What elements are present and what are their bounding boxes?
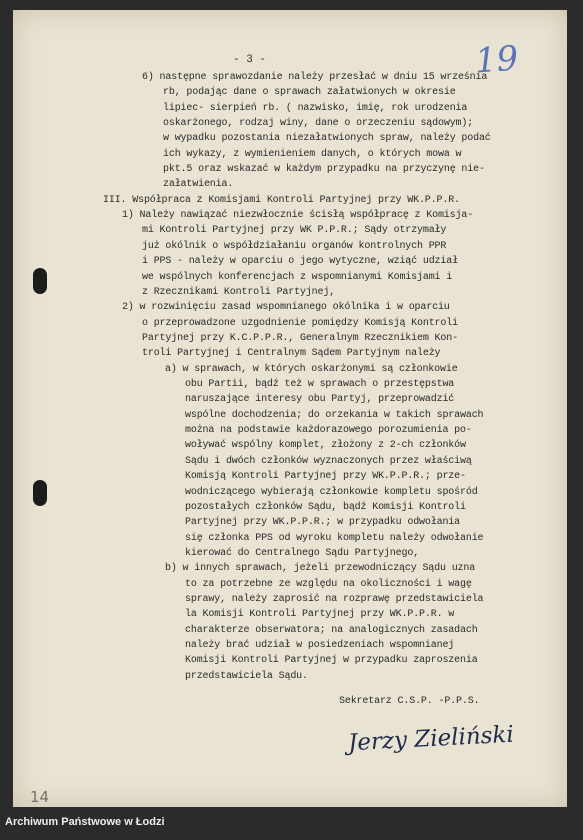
- text-line: Partyjnej przy WK.P.P.R.; w przypadku odwołania: [185, 517, 460, 528]
- section-heading: III. Współpraca z Komisjami Kontroli Partyjnej przy WK.P.P.R.: [103, 195, 460, 206]
- punch-hole-bottom: [33, 480, 47, 506]
- text-line: w wypadku pozostania niezałatwionych spraw, należy podać: [163, 133, 491, 144]
- text-line: ich wykazy, z wymienieniem danych, o których mowa w: [163, 149, 462, 160]
- punch-hole-top: [33, 268, 47, 294]
- text-line: kierować do Centralnego Sądu Partyjnego,: [185, 548, 420, 559]
- text-line: 2) w rozwinięciu zasad wspomnianego okólnika i w oparciu: [122, 302, 450, 313]
- text-line: charakterze obserwatora; na analogicznych zasadach: [185, 625, 478, 636]
- text-line: Komisją Kontroli Partyjnej przy WK.P.P.R.; prze-: [185, 471, 466, 482]
- handwritten-folio-number: 19: [473, 38, 520, 82]
- text-line: o przeprowadzone uzgodnienie pomiędzy Komisją Kontroli: [142, 318, 458, 329]
- text-line: Partyjnej przy K.C.P.P.R., Generalnym Rzecznikiem Kon-: [142, 333, 458, 344]
- text-line: pkt.5 oraz wskazać w każdym przypadku na przyczynę nie-: [163, 164, 485, 175]
- text-line: lipiec- sierpień rb. ( nazwisko, imię, rok urodzenia: [163, 103, 468, 114]
- archive-footer-label: Archiwum Państwowe w Łodzi: [5, 816, 165, 828]
- text-line: należy brać udział w posiedzeniach wspomnianej: [185, 640, 455, 651]
- text-line: Sądu i dwóch członków wyznaczonych przez właściwą: [185, 456, 472, 467]
- text-line: b) w innych sprawach, jeżeli przewodniczący Sądu uzna: [165, 563, 476, 574]
- text-line: sprawy, należy zaprosić na rozprawę przedstawiciela: [185, 594, 484, 605]
- text-line: 6) następne sprawozdanie należy przesłać w dniu 15 września: [142, 72, 488, 83]
- text-line: można na podstawie każdorazowego porozumienia po-: [185, 425, 472, 436]
- text-line: już okólnik o współdziałaniu organów kontrolnych PPR: [142, 241, 447, 252]
- text-line: załatwienia.: [163, 179, 234, 190]
- text-line: się członka PPS od wyroku kompletu należy odwołanie: [185, 533, 484, 544]
- text-line: wodniczącego wybierają członkowie kompletu spośród: [185, 487, 478, 498]
- document-page: [13, 10, 567, 807]
- text-line: obu Partii, bądź też w sprawach o przestępstwa: [185, 379, 455, 390]
- page-number: - 3 -: [233, 54, 267, 66]
- text-line: naruszające interesy obu Partyj, przeprowadzić: [185, 394, 455, 405]
- text-line: wspólne dochodzenia; do orzekania w takich sprawach: [185, 410, 484, 421]
- text-line: rb, podając dane o sprawach załatwionych w okresie: [163, 87, 456, 98]
- text-line: troli Partyjnej i Centralnym Sądem Partyjnym należy: [142, 348, 441, 359]
- text-line: 1) Należy nawiązać niezwłocznie ścisłą współpracę z Komisja-: [122, 210, 474, 221]
- text-line: przedstawiciela Sądu.: [185, 671, 308, 682]
- text-line: i PPS - należy w oparciu o jego wytyczne, wziąć udział: [142, 256, 458, 267]
- handwritten-signature: Jerzy Zieliński: [347, 721, 515, 757]
- text-line: to za potrzebne ze względu na okoliczności i wagę: [185, 579, 472, 590]
- corner-page-number: 14: [30, 788, 50, 806]
- text-line: Komisji Kontroli Partyjnej w przypadku zaproszenia: [185, 655, 478, 666]
- text-line: z Rzecznikami Kontroli Partyjnej,: [142, 287, 336, 298]
- text-line: we wspólnych konferencjach z wspomnianymi Komisjami i: [142, 272, 453, 283]
- text-line: a) w sprawach, w których oskarżonymi są członkowie: [165, 364, 458, 375]
- text-line: oskarżonego, rodzaj winy, dane o orzeczeniu sądowym);: [163, 118, 474, 129]
- text-line: pozostałych członków Sądu, bądź Komisji Kontroli: [185, 502, 466, 513]
- signatory-title: Sekretarz C.S.P. -P.P.S.: [339, 696, 480, 707]
- text-line: la Komisji Kontroli Partyjnej przy WK.P.P.R. w: [185, 609, 455, 620]
- text-line: woływać wspólny komplet, złożony z 2-ch członków: [185, 440, 466, 451]
- text-line: mi Kontroli Partyjnej przy WK P.P.R.; Sądy otrzymały: [142, 225, 447, 236]
